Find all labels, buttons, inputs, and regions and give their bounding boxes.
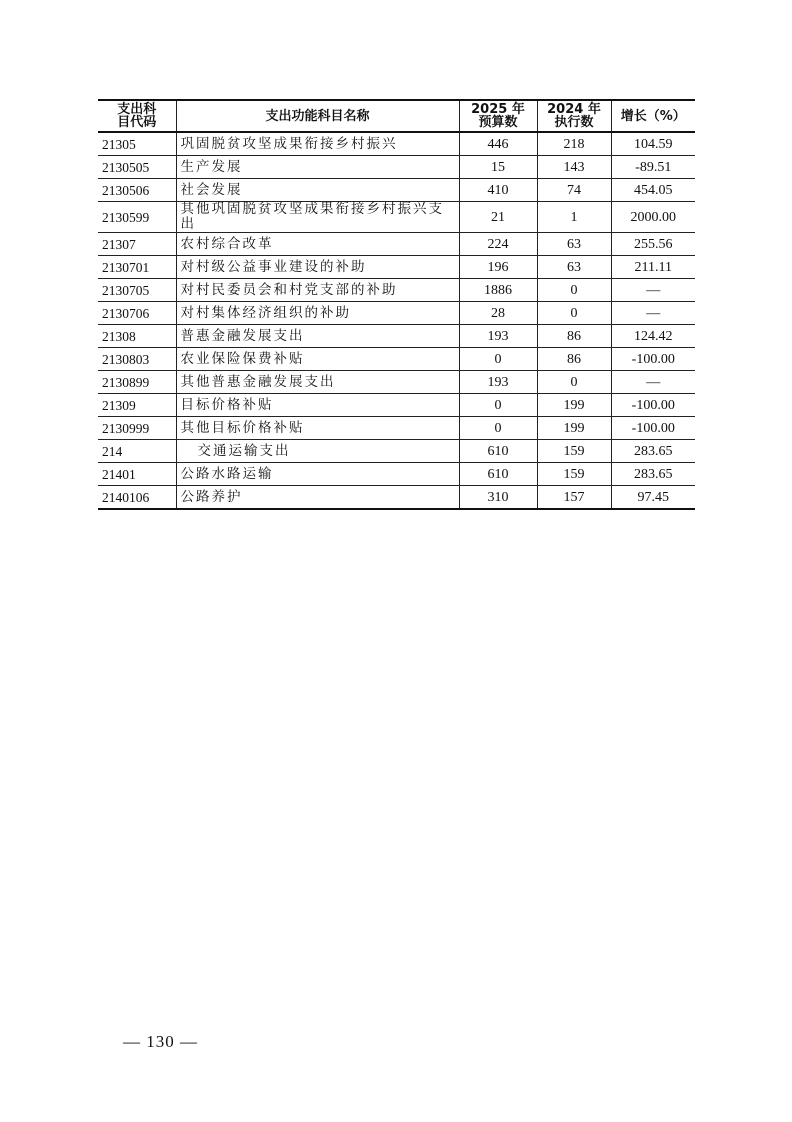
- name-cell: 目标价格补贴: [176, 394, 459, 417]
- name-cell: 对村集体经济组织的补助: [176, 302, 459, 325]
- budget-cell: 446: [459, 132, 537, 156]
- growth-cell: 454.05: [611, 179, 695, 202]
- growth-cell: 2000.00: [611, 202, 695, 233]
- table-row: [98, 302, 695, 325]
- actual-cell: 74: [537, 179, 611, 202]
- name-cell: 普惠金融发展支出: [176, 325, 459, 348]
- table-row: [98, 156, 695, 179]
- table-row: [98, 348, 695, 371]
- table-row: [98, 132, 695, 156]
- budget-cell: 0: [459, 394, 537, 417]
- actual-cell: 0: [537, 279, 611, 302]
- code-cell: 2130899: [98, 371, 176, 394]
- table-row: [98, 417, 695, 440]
- budget-cell: 193: [459, 325, 537, 348]
- growth-cell: 283.65: [611, 440, 695, 463]
- table-row: [98, 486, 695, 510]
- code-cell: 21305: [98, 132, 176, 156]
- code-cell: 2130999: [98, 417, 176, 440]
- table-row: [98, 233, 695, 256]
- growth-cell: -100.00: [611, 348, 695, 371]
- header-actual: 2024 年 执行数: [537, 100, 611, 132]
- budget-cell: 15: [459, 156, 537, 179]
- name-cell: 巩固脱贫攻坚成果衔接乡村振兴: [176, 132, 459, 156]
- growth-cell: 283.65: [611, 463, 695, 486]
- name-cell: 交通运输支出: [176, 440, 459, 463]
- table-header-row: [98, 100, 695, 132]
- actual-cell: 199: [537, 394, 611, 417]
- growth-cell: —: [611, 279, 695, 302]
- budget-cell: 196: [459, 256, 537, 279]
- name-cell: 农村综合改革: [176, 233, 459, 256]
- code-cell: 2130701: [98, 256, 176, 279]
- name-cell: 公路水路运输: [176, 463, 459, 486]
- code-cell: 2130505: [98, 156, 176, 179]
- actual-cell: 63: [537, 256, 611, 279]
- table-row: [98, 202, 695, 233]
- growth-cell: 104.59: [611, 132, 695, 156]
- name-cell: 农业保险保费补贴: [176, 348, 459, 371]
- header-code: 支出科 目代码: [98, 100, 176, 132]
- growth-cell: 124.42: [611, 325, 695, 348]
- budget-cell: 0: [459, 348, 537, 371]
- table-row: [98, 179, 695, 202]
- growth-cell: 211.11: [611, 256, 695, 279]
- budget-cell: 193: [459, 371, 537, 394]
- header-growth: 增长（%）: [611, 100, 695, 132]
- actual-cell: 0: [537, 302, 611, 325]
- code-cell: 21309: [98, 394, 176, 417]
- table-row: [98, 463, 695, 486]
- growth-cell: 255.56: [611, 233, 695, 256]
- actual-cell: 86: [537, 348, 611, 371]
- code-cell: 2130706: [98, 302, 176, 325]
- growth-cell: -89.51: [611, 156, 695, 179]
- code-cell: 21401: [98, 463, 176, 486]
- table-row: [98, 325, 695, 348]
- growth-cell: 97.45: [611, 486, 695, 510]
- code-cell: 2140106: [98, 486, 176, 510]
- table-row: [98, 371, 695, 394]
- table-row: [98, 279, 695, 302]
- budget-cell: 0: [459, 417, 537, 440]
- table-row: [98, 256, 695, 279]
- actual-cell: 159: [537, 463, 611, 486]
- budget-cell: 610: [459, 440, 537, 463]
- actual-cell: 157: [537, 486, 611, 510]
- page-number: — 130 —: [123, 1032, 198, 1051]
- budget-table: [98, 99, 695, 510]
- code-cell: 2130506: [98, 179, 176, 202]
- code-cell: 21308: [98, 325, 176, 348]
- budget-cell: 1886: [459, 279, 537, 302]
- name-cell: 其他目标价格补贴: [176, 417, 459, 440]
- growth-cell: —: [611, 371, 695, 394]
- code-cell: 21307: [98, 233, 176, 256]
- code-cell: 214: [98, 440, 176, 463]
- name-cell: 对村民委员会和村党支部的补助: [176, 279, 459, 302]
- name-cell: 对村级公益事业建设的补助: [176, 256, 459, 279]
- code-cell: 2130599: [98, 202, 176, 233]
- header-budget: 2025 年 预算数: [459, 100, 537, 132]
- budget-cell: 224: [459, 233, 537, 256]
- actual-cell: 218: [537, 132, 611, 156]
- code-cell: 2130803: [98, 348, 176, 371]
- budget-cell: 28: [459, 302, 537, 325]
- budget-cell: 310: [459, 486, 537, 510]
- table-row: [98, 394, 695, 417]
- growth-cell: -100.00: [611, 394, 695, 417]
- name-cell: 公路养护: [176, 486, 459, 510]
- budget-cell: 610: [459, 463, 537, 486]
- budget-cell: 21: [459, 202, 537, 233]
- actual-cell: 1: [537, 202, 611, 233]
- actual-cell: 63: [537, 233, 611, 256]
- name-cell: 其他巩固脱贫攻坚成果衔接乡村振兴支出: [176, 202, 459, 233]
- budget-cell: 410: [459, 179, 537, 202]
- actual-cell: 159: [537, 440, 611, 463]
- actual-cell: 0: [537, 371, 611, 394]
- actual-cell: 86: [537, 325, 611, 348]
- name-cell: 其他普惠金融发展支出: [176, 371, 459, 394]
- growth-cell: -100.00: [611, 417, 695, 440]
- header-name: 支出功能科目名称: [176, 100, 459, 132]
- name-cell: 生产发展: [176, 156, 459, 179]
- code-cell: 2130705: [98, 279, 176, 302]
- table-body: [98, 132, 695, 509]
- table-row: [98, 440, 695, 463]
- name-cell: 社会发展: [176, 179, 459, 202]
- growth-cell: —: [611, 302, 695, 325]
- actual-cell: 143: [537, 156, 611, 179]
- actual-cell: 199: [537, 417, 611, 440]
